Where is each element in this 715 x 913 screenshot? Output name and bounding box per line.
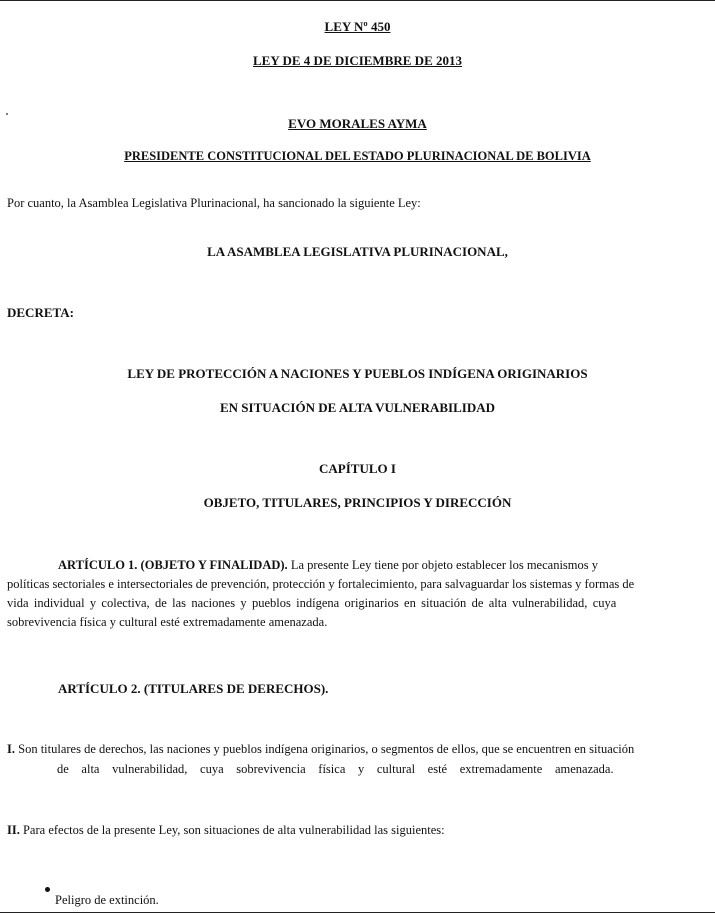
article-1-line-1 xyxy=(7,556,715,575)
article-1-line-3: vida individual y colectiva, de las naciones y pueblos indígena originarios en situación de alta vulnerabilidad, cuya xyxy=(7,596,617,610)
article-1-line-4: sobrevivencia física y cultural esté extremadamente amenazada. xyxy=(7,615,328,629)
article-2-heading: ARTÍCULO 2. (TITULARES DE DERECHOS). xyxy=(58,681,329,696)
law-date: LEY DE 4 DE DICIEMBRE DE 2013 xyxy=(253,53,462,68)
assembly-heading: LA ASAMBLEA LEGISLATIVA PLURINACIONAL, xyxy=(207,244,508,259)
article-1-line-1-text: La presente Ley tiene por objeto establecer los mecanismos y xyxy=(290,558,598,572)
law-number: LEY Nº 450 xyxy=(324,19,391,34)
item-2-text: Para efectos de la presente Ley, son situaciones de alta vulnerabilidad las siguientes: xyxy=(22,823,445,837)
article-1-line-2: políticas sectoriales e intersectoriales de prevención, protección y fortalecimiento, para salvaguardar los sistemas y formas de xyxy=(7,577,635,591)
chapter-number: CAPÍTULO I xyxy=(319,461,396,476)
decreta-heading: DECRETA: xyxy=(7,305,74,320)
article-2-item-2 xyxy=(7,823,445,838)
law-title-line2: EN SITUACIÓN DE ALTA VULNERABILIDAD xyxy=(220,400,495,415)
preamble-text: Por cuanto, la Asamblea Legislativa Plurinacional, ha sancionado la siguiente Ley: xyxy=(7,196,421,210)
article-1-heading: ARTÍCULO 1. (OBJETO Y FINALIDAD). xyxy=(58,558,288,572)
bullet-item-1: Peligro de extinción. xyxy=(55,893,159,907)
item-2-marker: II. xyxy=(7,823,20,837)
article-1-paragraph xyxy=(7,556,715,632)
item-1-marker: I. xyxy=(7,742,15,756)
president-title: PRESIDENTE CONSTITUCIONAL DEL ESTADO PLURINACIONAL DE BOLIVIA xyxy=(124,149,591,163)
bullet-icon xyxy=(45,887,50,892)
item-1-line-1: Son titulares de derechos, las naciones y pueblos indígena originarios, o segmentos de ellos, que se encuentren en situación xyxy=(18,742,635,756)
stray-dot xyxy=(6,113,8,115)
president-name: EVO MORALES AYMA xyxy=(288,116,427,131)
chapter-name: OBJETO, TITULARES, PRINCIPIOS Y DIRECCIÓN xyxy=(203,495,512,510)
article-2-item-1 xyxy=(7,742,634,757)
law-title-line1: LEY DE PROTECCIÓN A NACIONES Y PUEBLOS INDÍGENA ORIGINARIOS xyxy=(127,366,588,381)
item-1-line-2: de alta vulnerabilidad, cuya sobrevivencia física y cultural esté extremadamente amenazada. xyxy=(57,762,614,776)
